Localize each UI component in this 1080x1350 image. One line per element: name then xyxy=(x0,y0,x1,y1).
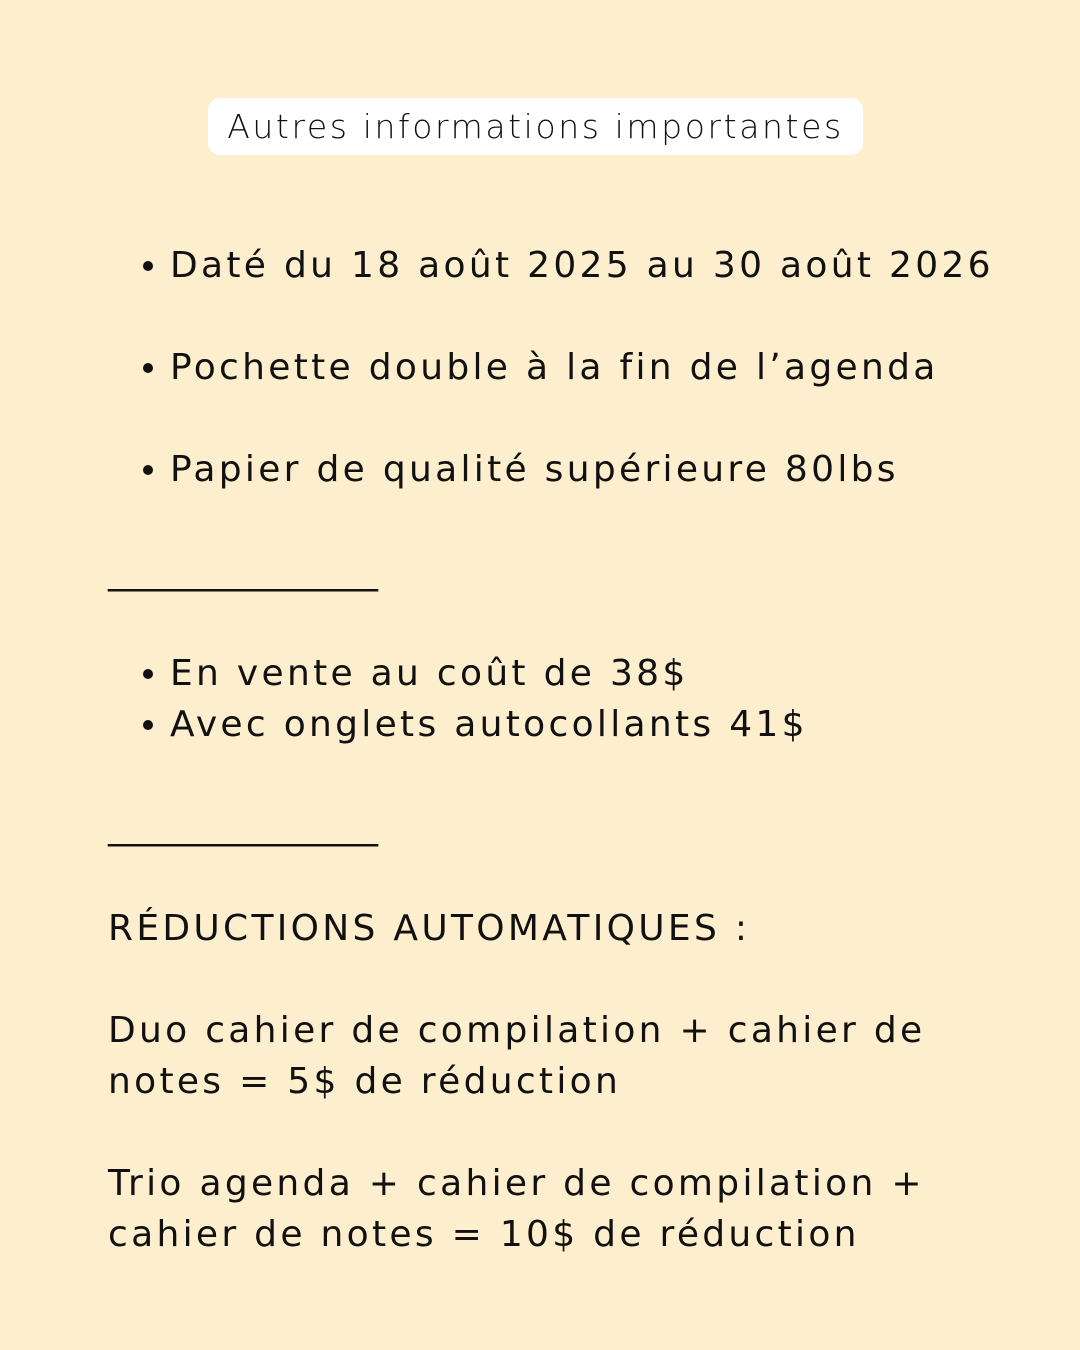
divider-top: _______________ xyxy=(108,551,378,592)
bullet-icon xyxy=(143,720,153,730)
feature-item-paper xyxy=(143,444,899,495)
duo-discount-line2: notes = 5$ de réduction xyxy=(108,1061,622,1102)
feature-text: Papier de qualité supérieure 80lbs xyxy=(170,449,899,490)
feature-text: Daté du 18 août 2025 au 30 août 2026 xyxy=(170,245,994,286)
price-item-stickers xyxy=(143,699,808,750)
bullet-icon xyxy=(143,261,153,271)
price-text: Avec onglets autocollants 41$ xyxy=(170,704,808,745)
price-text: En vente au coût de 38$ xyxy=(170,653,689,694)
bullet-icon xyxy=(143,363,153,373)
discounts-heading: RÉDUCTIONS AUTOMATIQUES : xyxy=(108,908,751,949)
price-item-base xyxy=(143,648,689,699)
feature-item-dates xyxy=(143,240,994,291)
bullet-icon xyxy=(143,465,153,475)
feature-text: Pochette double à la fin de l’agenda xyxy=(170,347,939,388)
divider-bottom: _______________ xyxy=(108,806,378,847)
page-title: Autres informations importantes xyxy=(227,107,844,146)
trio-discount-line1: Trio agenda + cahier de compilation + xyxy=(108,1163,925,1204)
feature-item-pocket xyxy=(143,342,939,393)
title-pill xyxy=(208,98,863,155)
duo-discount-line1: Duo cahier de compilation + cahier de xyxy=(108,1010,926,1051)
bullet-icon xyxy=(143,669,153,679)
trio-discount-line2: cahier de notes = 10$ de réduction xyxy=(108,1214,860,1255)
